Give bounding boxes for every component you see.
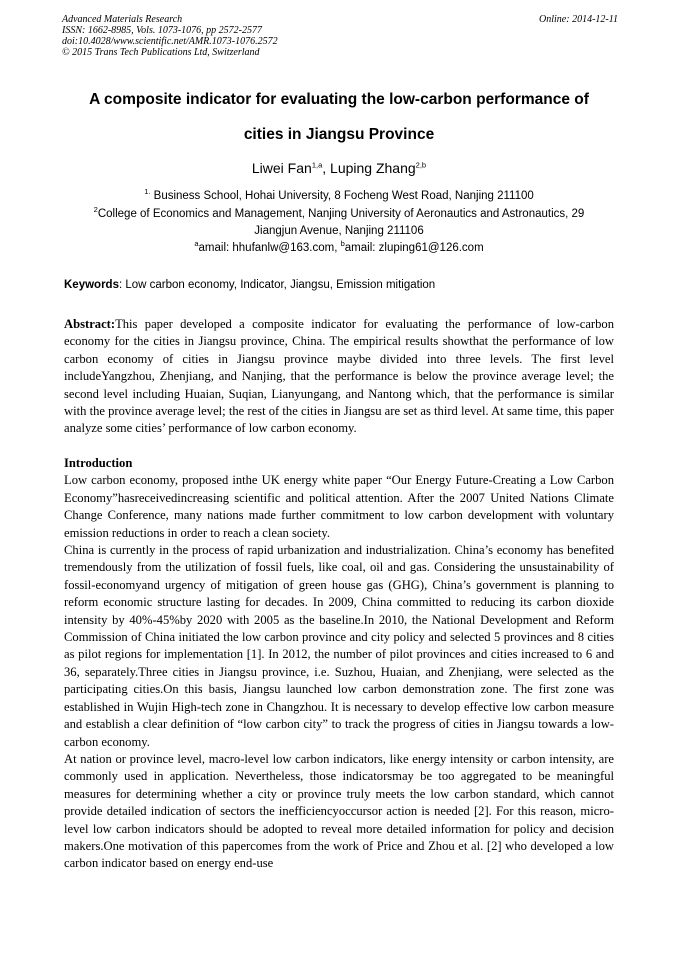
issn-line: ISSN: 1662-8985, Vols. 1073-1076, pp 2572-2577: [62, 25, 262, 36]
abstract-label: Abstract:: [64, 317, 116, 331]
affiliation-text-cont: Jiangjun Avenue, Nanjing 211106: [254, 225, 424, 237]
paper-title-line-2: cities in Jiangsu Province: [243, 126, 435, 143]
doi-line: doi:10.4028/www.scientific.net/AMR.1073-1076.2572: [62, 36, 278, 47]
email-mark: b: [340, 239, 345, 249]
abstract: [64, 316, 614, 438]
paper-title-line-1: A composite indicator for evaluating the low-carbon performance of: [89, 91, 589, 108]
author-affiliation-mark: 1,a: [311, 160, 323, 170]
copyright-line: © 2015 Trans Tech Publications Ltd, Switzerland: [62, 47, 260, 58]
keywords: [64, 279, 624, 291]
keywords-text: : Low carbon economy, Indicator, Jiangsu, Emission mitigation: [118, 279, 436, 291]
affiliation-mark: 1.: [144, 187, 151, 197]
author-name: Luping Zhang: [330, 160, 416, 176]
keywords-label: Keywords: [64, 279, 119, 291]
author-name: Liwei Fan: [251, 160, 312, 176]
section-heading: Introduction: [64, 456, 133, 470]
journal-header: [62, 14, 618, 58]
paragraph: China is currently in the process of rapid urbanization and industrialization. China’s economy has benefited tremendously from the utilization of fossil fuels, like coal, oil and gas. Considering the unsustainability of fossil-economyand urgency of mitigation of green house gas (GHG), China’s government is planning to reform economic structure lasting for decades. In 2009, China committed to reducing its carbon dioxide intensity by 40%-45%by 2020 with 2005 as the baseline.In 2010, the National Development and Reform Commission of China initiated the low carbon province and city policy and selected 5 provinces and 8 cities as pilot regions for implementation [1]. In 2012, the number of pilot provinces and cities increased to 6 and 36, separately.Three cities in Jiangsu province, i.e. Suzhou, Huaian, and Zhenjiang, were selected as the participating cities.On this basis, Jiangsu launched low carbon demonstration zone. The first zone was established in Wujin High-tech zone in Changzhou. It is necessary to develop effective low carbon measure and establish a clear definition of “low carbon city” to track the progress of cities in Jiangsu towards a low-carbon economy.: [64, 543, 614, 749]
paragraph: At nation or province level, macro-level low carbon indicators, like energy intensity or carbon intensity, are commonly used in application. Nevertheless, those indicatorsmay be too aggregated to be meaningful measures for determining whether a city or province truly meets the low carbon standard, which cannot provide detailed indication of sectors the inefficiencyoccursor action is needed [2]. For this reason, micro-level low carbon indicators should be adopted to reveal more detailed information for policy and decision makers.One motivation of this papercomes from the work of Price and Zhou et al. [2] who developed a low carbon indicator based on energy end-use: [64, 751, 614, 871]
online-date: Online: 2014-12-11: [539, 14, 618, 25]
journal-name: Advanced Materials Research: [62, 14, 183, 25]
abstract-text: This paper developed a composite indicator for evaluating the performance of low-carbon economy for the cities in Jiangsu province, China. The empirical results showthat the performance of low carbon economy of cities in Jiangsu province maybe divided into three levels. The first level includeYangzhou, Zhenjiang, and Nanjing, that the performance is below the province average level; the second level including Huaian, Suqian, Lianyungang, and Nantong which, that the performance is similar with the province average level; the rest of the cities in Jiangsu are set as third level. At same time, this paper analyze some cities’ performance of low carbon economy.: [64, 317, 614, 436]
email-a: amail: hhufanlw@163.com,: [198, 242, 341, 254]
author-separator: ,: [322, 160, 331, 176]
affiliation-2: [40, 206, 638, 240]
affiliation-text: College of Economics and Management, Nanjing University of Aeronautics and Astronautics, 29: [97, 208, 585, 220]
author-affiliation-mark: 2,b: [415, 160, 427, 170]
affiliation-text: Business School, Hohai University, 8 Focheng West Road, Nanjing 211100: [150, 190, 534, 202]
email-b: amail: zluping61@126.com: [344, 242, 484, 254]
affiliation-1: [40, 188, 638, 205]
email-line: [40, 240, 638, 257]
affiliation-mark: 2: [93, 205, 98, 215]
paragraph: Low carbon economy, proposed inthe UK energy white paper “Our Energy Future-Creating a Low Carbon Economy”hasreceivedincreasing scientific and political attention. After the 2007 United Nations Climate Change Conference, many nations made further commitment to low carbon development with voluntary emission reductions in order to reach a clean society.: [64, 473, 614, 540]
introduction-section: [64, 455, 614, 873]
email-mark: a: [194, 239, 199, 249]
author-list: [40, 160, 638, 176]
